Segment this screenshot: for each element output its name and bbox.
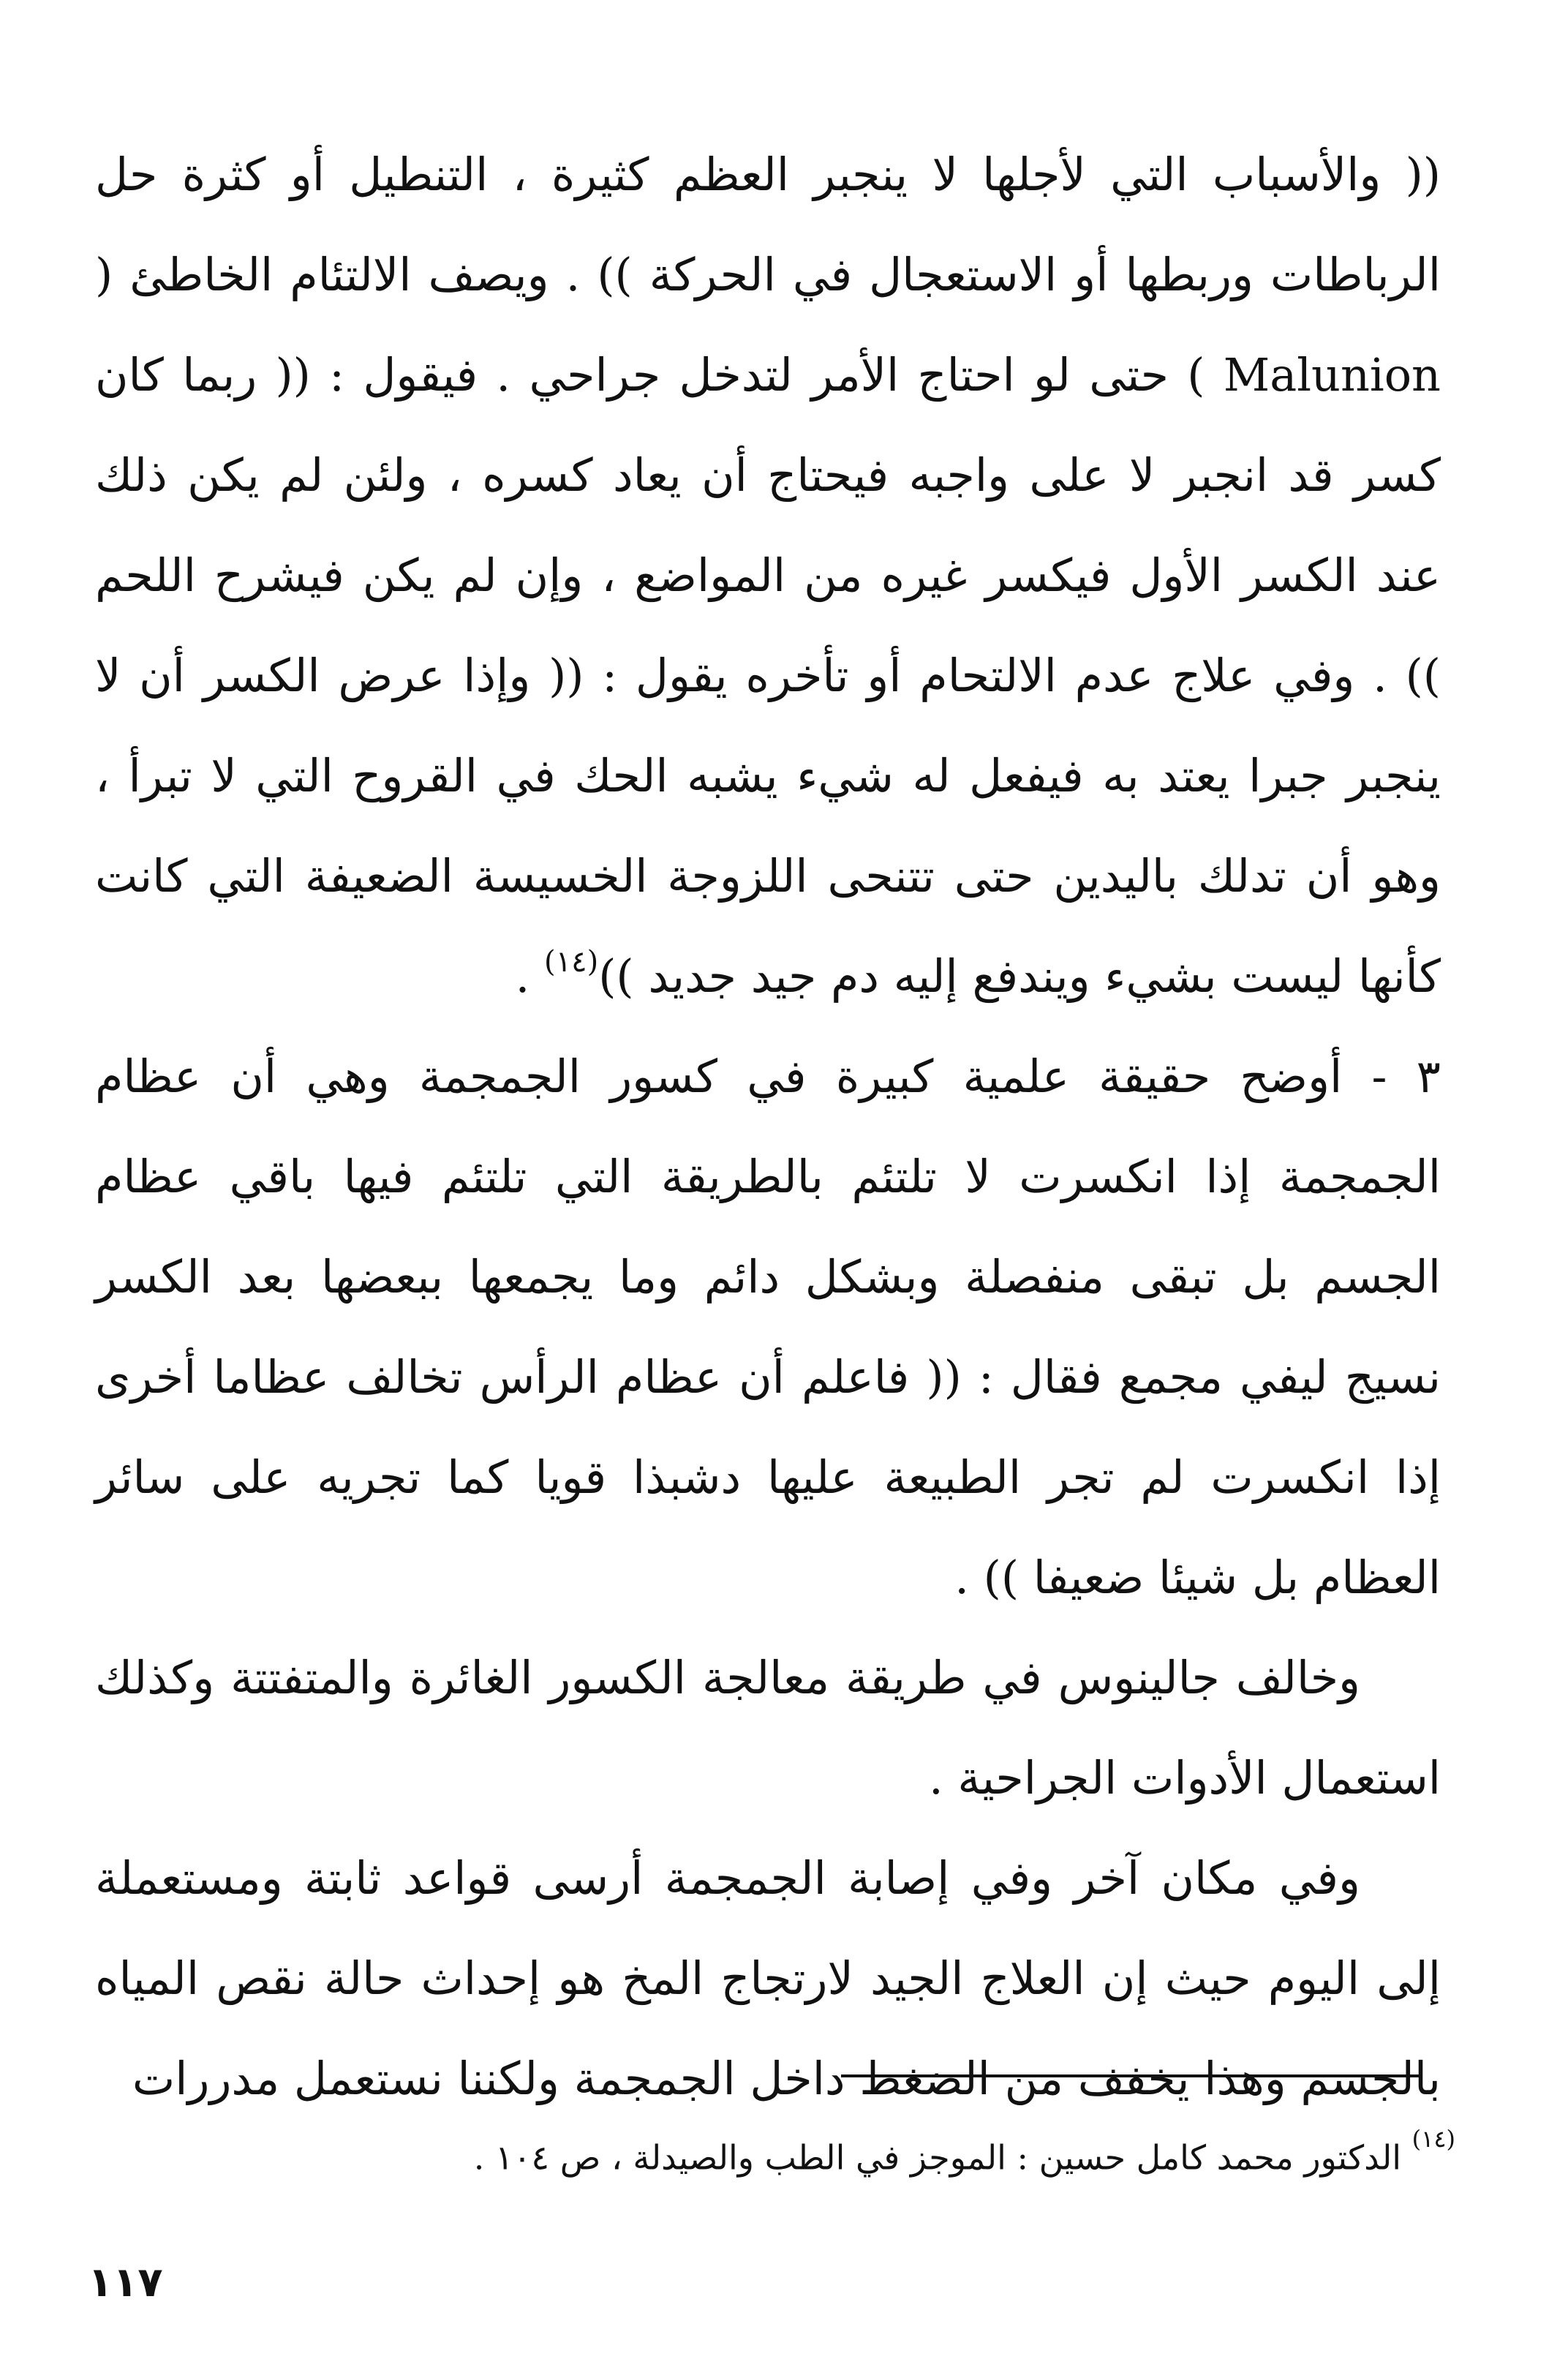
- paragraph-2-numbered: [95, 1026, 1441, 1628]
- paragraph-4: [95, 1828, 1441, 2129]
- paragraph-3-text: وخالف جالينوس في طريقة معالجة الكسور الغائرة والمتفتتة وكذلك استعمال الأدوات الجراحية .: [95, 1651, 1441, 1805]
- paragraph-4-text: وفي مكان آخر وفي إصابة الجمجمة أرسى قواعد ثابتة ومستعملة إلى اليوم حيث إن العلاج الجيد لارتجاج المخ هو إحداث حالة نقص المياه بالجسم وهذا يخفف من الضغط داخل الجمجمة ولكننا نستعمل مدررات: [95, 1851, 1441, 2105]
- footnote-divider: [841, 2074, 1419, 2077]
- list-number: ٣ -: [1371, 1050, 1441, 1103]
- paragraph-1-tail: .: [515, 949, 545, 1003]
- paragraph-1: [95, 124, 1441, 1026]
- paragraph-2-text: أوضح حقيقة علمية كبيرة في كسور الجمجمة وهي أن عظام الجمجمة إذا انكسرت لا تلتئم بالطريقة التي تلتئم فيها باقي عظام الجسم بل تبقى منفصلة وبشكل دائم وما يجمعها ببعضها بعد الكسر نسيج ليفي مجمع فقال : (( فاعلم أن عظام الرأس تخالف عظاما أخرى إذا انكسرت لم تجر الطبيعة عليها دشبذا قويا كما تجريه على سائر العظام بل شيئا ضعيفا )) .: [95, 1050, 1441, 1604]
- footnote: [293, 2127, 1455, 2179]
- main-text: [95, 124, 1441, 2129]
- footnote-text: الدكتور محمد كامل حسين : الموجز في الطب والصيدلة ، ص ١٠٤ .: [473, 2137, 1402, 2178]
- paragraph-1-text: (( والأسباب التي لأجلها لا ينجبر العظم كثيرة ، التنطيل أو كثرة حل الرباطات وربطها أو الاستعجال في الحركة )) . ويصف الالتئام الخاطئ ( Malunion ) حتى لو احتاج الأمر لتدخل جراحي . فيقول : (( ربما كان كسر قد انجبر لا على واجبه فيحتاج أن يعاد كسره ، ولئن لم يكن ذلك عند الكسر الأول فيكسر غيره من المواضع ، وإن لم يكن فيشرح اللحم )) . وفي علاج عدم الالتحام أو تأخره يقول : (( وإذا عرض الكسر أن لا ينجبر جبرا يعتد به فيفعل له شيء يشبه الحك في القروح التي لا تبرأ ، وهو أن تدلك باليدين حتى تتنحى اللزوجة الخسيسة الضعيفة التي كانت كأنها ليست بشيء ويندفع إليه دم جيد جديد )): [95, 148, 1441, 1003]
- footnote-reference: (١٤): [544, 945, 599, 979]
- page-number: ١١٧: [88, 2259, 163, 2306]
- footnote-marker: (١٤): [1411, 2125, 1455, 2153]
- paragraph-3: [95, 1628, 1441, 1828]
